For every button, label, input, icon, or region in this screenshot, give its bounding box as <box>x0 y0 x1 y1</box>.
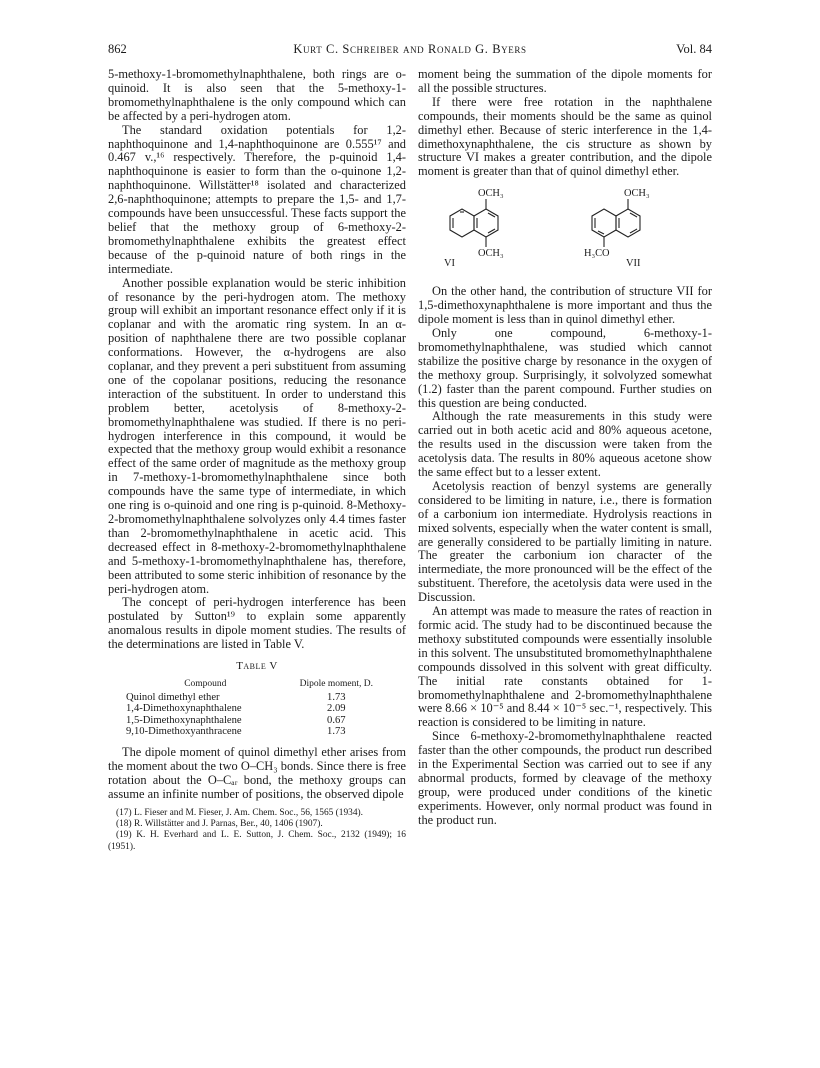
right-column <box>418 68 712 828</box>
naphthalene-structures <box>418 187 712 269</box>
compound-cell: 9,10-Dimethoxyanthracene <box>126 726 242 738</box>
table-row <box>126 715 388 727</box>
paragraph: Since 6-methoxy-2-bromomethylnaphthalene reacted faster than the other compounds, the product run described in the Experimental Section was carried out to see if any abnormal products, formed by cleavage of the methoxy group, were produced under conditions of the kinetic experiments. However, only normal product was found in the product run. <box>418 729 712 827</box>
structure-figure <box>418 187 712 269</box>
page-number: 862 <box>108 42 127 56</box>
running-title: Kurt C. Schreiber and Ronald G. Byers <box>293 42 527 56</box>
structure-label-vii: VII <box>626 258 641 270</box>
paragraph: An attempt was made to measure the rates of reaction in formic acid. The study had to be discontinued because the methoxy substituted compounds were essentially insoluble in this solvent. The unsubstituted bromomethylnaphthalene compounds dissolved in this solvent with great difficulty. The initial rate constants obtained for 1-bromomethylnaphthalene and 2-bromomethylnaphthalene were 8.66 × 10⁻⁵ and 8.44 × 10⁻⁵ sec.⁻¹, respectively. This reaction is considered to be limiting in nature. <box>418 604 712 730</box>
compound-cell: 1,4-Dimethoxynaphthalene <box>126 703 242 715</box>
compound-cell: Quinol dimethyl ether <box>126 691 220 703</box>
running-header <box>108 42 712 60</box>
volume-label: Vol. 84 <box>676 42 712 56</box>
paragraph: Only one compound, 6-methoxy-1-bromomethylnaphthalene, was studied which cannot stabilize the positive charge by resonance in the oxygen of the methoxy group. Surprisingly, it solvolyzed somewhat (1.2) faster than the parent compound. Further studies on this question are being conducted. <box>418 325 712 410</box>
table-row <box>126 692 388 704</box>
dipole-cell: 0.67 <box>327 714 346 726</box>
paragraph: Another possible explanation would be steric inhibition of resonance by the peri-hydrogen atom. The methoxy group will exhibit an important resonance effect only if it is coplanar and with the aromatic ring system. In an α-position of naphthalene there are two possible coplanar conformations. However, the α-hydrogens are also coplanar, and they prevent a peri substituent from assuming one of the copolanar positions, reducing the resonance interaction of the substituent. In order to understand this problem better, acetolysis of 8-methoxy-2-bromomethylnaphthalene was studied. If there is no peri-hydrogen interference in this compound, it would be expected that the methoxy group would exhibit a resonance effect of the same order of magnitude as the methoxy group in 7-methoxy-1-bromomethylnaphthalene since both compounds have the same type of intermediate, in which one ring is o-quinoid and one ring is p-quinoid. 8-Methoxy-2-bromomethylnaphthalene solvolyzes only 4.4 times faster than 2-bromomethylnaphthalene in acetic acid. This decreased effect in 8-methoxy-2-bromomethylnaphthalene and 5-methoxy-1-bromomethylnaphthalene has, therefore, been attributed to some steric inhibition of resonance by the peri-hydrogen atom. <box>108 275 406 596</box>
paragraph: The standard oxidation potentials for 1,2-naphthoquinone and 1,4-naphthoquinone are 0.555¹⁷ and 0.467 v.,¹⁶ respectively. Therefore, the p-quinoid 1,4-naphthoquinone is easier to form than the o-quinone 1,2-naphthoquinone. Willstätter¹⁸ isolated and characterized 2,6-naphthoquinone; attempts to prepare the 1,5- and 1,7-compounds have been unsuccessful. These facts support the belief that the methoxy group of 6-methoxy-2-bromomethylnaphthalene exhibits the greatest effect because of the p-quinoid nature of both rings in the intermediate. <box>108 122 406 276</box>
paragraph: The dipole moment of quinol dimethyl ether arises from the moment about the two O–CH₃ bonds. Since there is free rotation about the O–Cₐᵣ bond, the methoxy groups can assume an infinite number of positions, the observed dipole <box>108 744 406 801</box>
paragraph: 5-methoxy-1-bromomethylnaphthalene, both rings are o-quinoid. It is also seen that the 5-methoxy-1-bromomethylnaphthalene is the only compound which can be affected by a peri-hydrogen atom. <box>108 67 406 123</box>
structure-vi-rings <box>450 199 498 247</box>
paragraph: On the other hand, the contribution of structure VII for 1,5-dimethoxynaphthalene is more important and thus the dipole moment is less than in quinol dimethyl ether. <box>418 284 712 327</box>
footnotes <box>108 808 406 854</box>
structure-label-vi: VI <box>444 258 455 270</box>
compound-cell: 1,5-Dimethoxynaphthalene <box>126 714 242 726</box>
footnote: (17) L. Fieser and M. Fieser, J. Am. Chem. Soc., 56, 1565 (1934). <box>116 807 363 818</box>
dipole-cell: 2.09 <box>327 703 346 715</box>
paragraph: The concept of peri-hydrogen interference has been postulated by Sutton¹⁹ to explain some apparently anomalous results in dipole moment studies. The results of the determinations are listed in Table V. <box>108 595 406 652</box>
column-header-dipole: Dipole moment, D. <box>299 678 373 689</box>
structure-vii-rings <box>592 199 640 247</box>
paragraph: Acetolysis reaction of benzyl systems are generally considered to be limiting in nature, i.e., there is formation of a carbonium ion intermediate. Hydrolysis reactions in mixed solvents, especially when the water content is small, are generally considered to be partially limiting in nature. The greater the carbonium ion character of the intermediate, the more pronounced will be the effect of the substituent. Therefore, the acetolysis data were used in the Discussion. <box>418 478 712 605</box>
vi-bottom-substituent: OCH₃ <box>478 248 504 260</box>
dipole-moment-table <box>126 678 388 738</box>
column-header-compound: Compound <box>184 678 227 689</box>
footnote: (18) R. Willstätter and J. Parnas, Ber., 40, 1406 (1907). <box>116 818 323 829</box>
table-caption: Table V <box>236 660 278 673</box>
left-column <box>108 68 406 853</box>
paragraph: Although the rate measurements in this study were carried out in both acetic acid and 80% aqueous acetone, the results used in the discussion were taken from the acetolysis data. The results in 80% aqueous acetone show the same effect but to a lesser extent. <box>418 409 712 480</box>
table-row <box>126 726 388 738</box>
paragraph: moment being the summation of the dipole moments for all the possible structures. <box>418 67 712 95</box>
table-header-row <box>126 678 388 692</box>
dipole-cell: 1.73 <box>327 691 346 703</box>
paragraph: If there were free rotation in the naphthalene compounds, their moments should be the same as quinol dimethyl ether. Because of steric interference in the 1,4-dimethoxynaphthalene, the cis structure as shown by structure VI makes a greater contribution, and the dipole moment is greater than that of quinol dimethyl ether. <box>418 94 712 179</box>
table-row <box>126 703 388 715</box>
vi-top-substituent: OCH₃ <box>478 188 504 200</box>
vii-top-substituent: OCH₃ <box>624 188 650 200</box>
dipole-cell: 1.73 <box>327 726 346 738</box>
vii-bottom-substituent: H₃CO <box>584 248 610 260</box>
footnote: (19) K. H. Everhard and L. E. Sutton, J. Chem. Soc., 2132 (1949); 16 (1951). <box>108 830 406 852</box>
